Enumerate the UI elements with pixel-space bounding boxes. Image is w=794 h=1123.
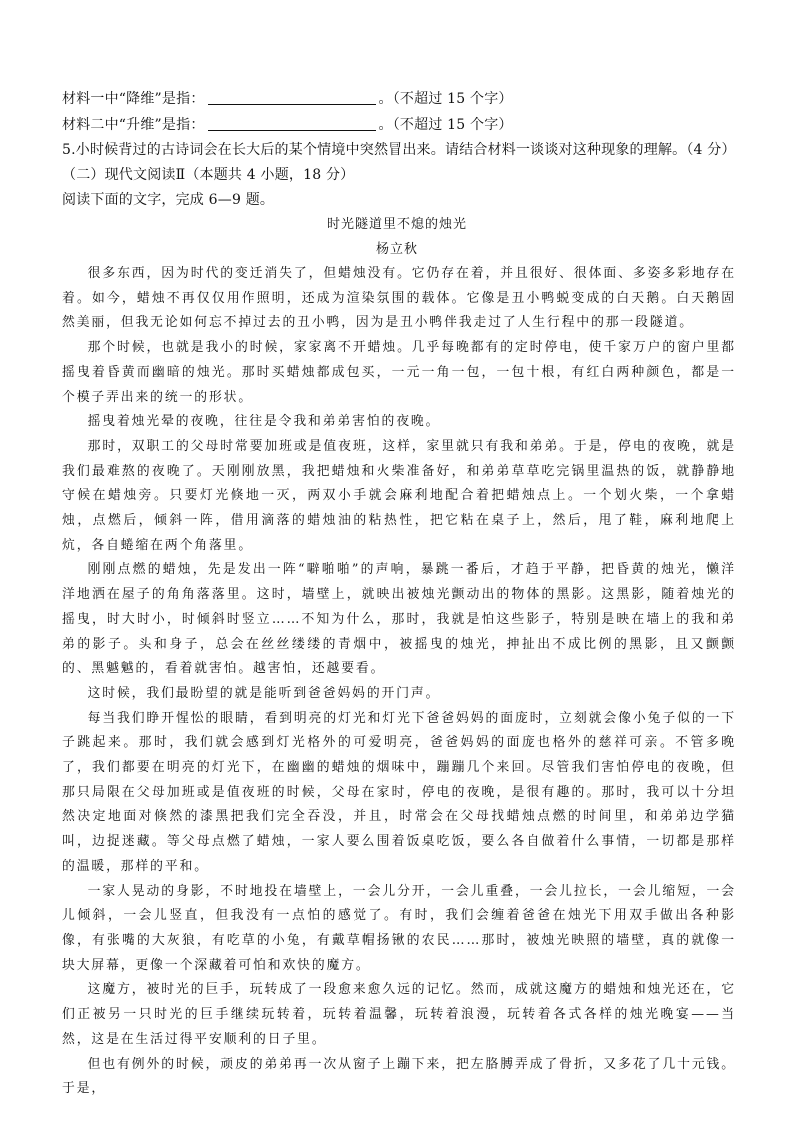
paragraph: 每当我们睁开惺忪的眼睛，看到明亮的灯光和灯光下爸爸妈妈的面庞时，立刻就会像小兔子似的一下子跳起来。那时，我们就会感到灯光格外的可爱明亮，爸爸妈妈的面庞也格外的慈祥可亲。不管多晚了，我们都要在明亮的灯光下，在幽幽的蜡烛的烟味中，蹦蹦几个来回。尽管我们害怕停电的夜晚，但那只局限在父母加班或是值夜班的时候，父母在家时，停电的夜晚，是很有趣的。那时，我可以十分坦然决定地面对倏然的漆黑把我们完全吞没，并且，时常会在父母找蜡烛点燃的时间里，和弟弟边学猫叫，边捉迷藏。等父母点燃了蜡烛，一家人要么围着饭桌吃饭，要么各自做着什么事情，一切都是那样的温暖，那样的平和。 bbox=[62, 710, 736, 874]
answer-blank-2[interactable] bbox=[208, 116, 376, 131]
paragraph: 但也有例外的时候，顽皮的弟弟再一次从窗子上蹦下来，把左胳膊弄成了骨折，又多花了几十元钱。于是， bbox=[62, 1056, 736, 1097]
question-5: 5.小时候背过的古诗词会在长大后的某个情境中突然冒出来。请结合材料一谈谈对这种现象的理解。（4 分） bbox=[62, 142, 736, 158]
answer-blank-1[interactable] bbox=[208, 90, 376, 105]
question-line-1-label: 材料一中“降维”是指： bbox=[62, 91, 205, 107]
article-author: 杨立秋 bbox=[375, 242, 418, 257]
paragraph: 刚刚点燃的蜡烛，先是发出一阵“噼啪啪”的声响，暴跳一番后，才趋于平静，把昏黄的烛光，懒洋洋地洒在屋子的角角落落里。这时，墙壁上，就映出被烛光颤动出的物体的黑影。这黑影，随着烛光的摇曳，时大时小，时倾斜时竖立……不知为什么，那时，我就是怕这些影子，特别是映在墙上的我和弟弟的影子。头和身子，总会在丝丝缕缕的青烟中，被摇曳的烛光，抻扯出不成比例的黑影，且又颤颤的、黑魆魆的，看着就害怕。越害怕，还越要看。 bbox=[62, 562, 736, 677]
paragraph: 很多东西，因为时代的变迁消失了，但蜡烛没有。它仍存在着，并且很好、很体面、多姿多彩地存在着。如今，蜡烛不再仅仅用作照明，还成为渲染氛围的载体。它像是丑小鸭蜕变成的白天鹅。白天鹅固然美丽，但我无论如何忘不掉过去的丑小鸭，因为是丑小鸭伴我走过了人生行程中的那一段隧道。 bbox=[62, 266, 736, 331]
paragraph: 这时候，我们最盼望的就是能听到爸爸妈妈的开门声。 bbox=[87, 685, 441, 701]
question-line-1-tail: 。（不超过 15 个字） bbox=[378, 91, 513, 107]
question-line-2 bbox=[62, 115, 513, 135]
paragraph: 这魔方，被时光的巨手，玩转成了一段愈来愈久远的记忆。然而，成就这魔方的蜡烛和烛光还在，它们正被另一只时光的巨手继续玩转着，玩转着温馨，玩转着浪漫，玩转着各式各样的烛光晚宴——当然，这是在生活过得平安顺利的日子里。 bbox=[62, 982, 736, 1047]
article-title: 时光隧道里不熄的烛光 bbox=[326, 217, 467, 232]
question-line-2-tail: 。（不超过 15 个字） bbox=[378, 117, 513, 133]
paragraph: 一家人晃动的身影，不时地投在墙壁上，一会儿分开，一会儿重叠，一会儿拉长，一会儿缩短，一会儿倾斜，一会儿竖直，但我没有一点怕的感觉了。有时，我们会缠着爸爸在烛光下用双手做出各种影像，有张嘴的大灰狼，有吃草的小兔，有戴草帽扬锹的农民……那时，被烛光映照的墙壁，真的就像一块大屏幕，更像一个深藏着可怕和欢快的魔方。 bbox=[62, 883, 736, 973]
question-line-2-label: 材料二中“升维”是指： bbox=[62, 117, 205, 133]
paragraph: 那时，双职工的父母时常要加班或是值夜班，这样，家里就只有我和弟弟。于是，停电的夜晚，就是我们最难熬的夜晚了。天刚刚放黑，我把蜡烛和火柴准备好，和弟弟草草吃完锅里温热的饭，就静静地守候在蜡烛旁。只要灯光倏地一灭，两双小手就会麻利地配合着把蜡烛点上。一个划火柴，一个拿蜡烛，点燃后，倾斜一阵，借用滴落的蜡烛油的粘热性，把它粘在桌子上，然后，甩了鞋，麻利地爬上炕，各自蜷缩在两个角落里。 bbox=[62, 438, 736, 553]
paragraph: 那个时候，也就是我小的时候，家家离不开蜡烛。几乎每晚都有的定时停电，使千家万户的窗户里都摇曳着昏黄而幽暗的烛光。那时买蜡烛都成包买，一元一角一包，一包十根，有红白两种颜色，都是一个模子弄出来的统一的形状。 bbox=[62, 340, 736, 405]
question-line-1 bbox=[62, 89, 513, 109]
article-body bbox=[62, 262, 736, 1102]
reading-instruction: 阅读下面的文字，完成 6—9 题。 bbox=[62, 192, 275, 208]
section-heading: （二）现代文阅读Ⅱ（本题共 4 小题，18 分） bbox=[62, 167, 355, 183]
paragraph: 摇曳着烛光晕的夜晚，往往是令我和弟弟害怕的夜晚。 bbox=[87, 414, 441, 430]
